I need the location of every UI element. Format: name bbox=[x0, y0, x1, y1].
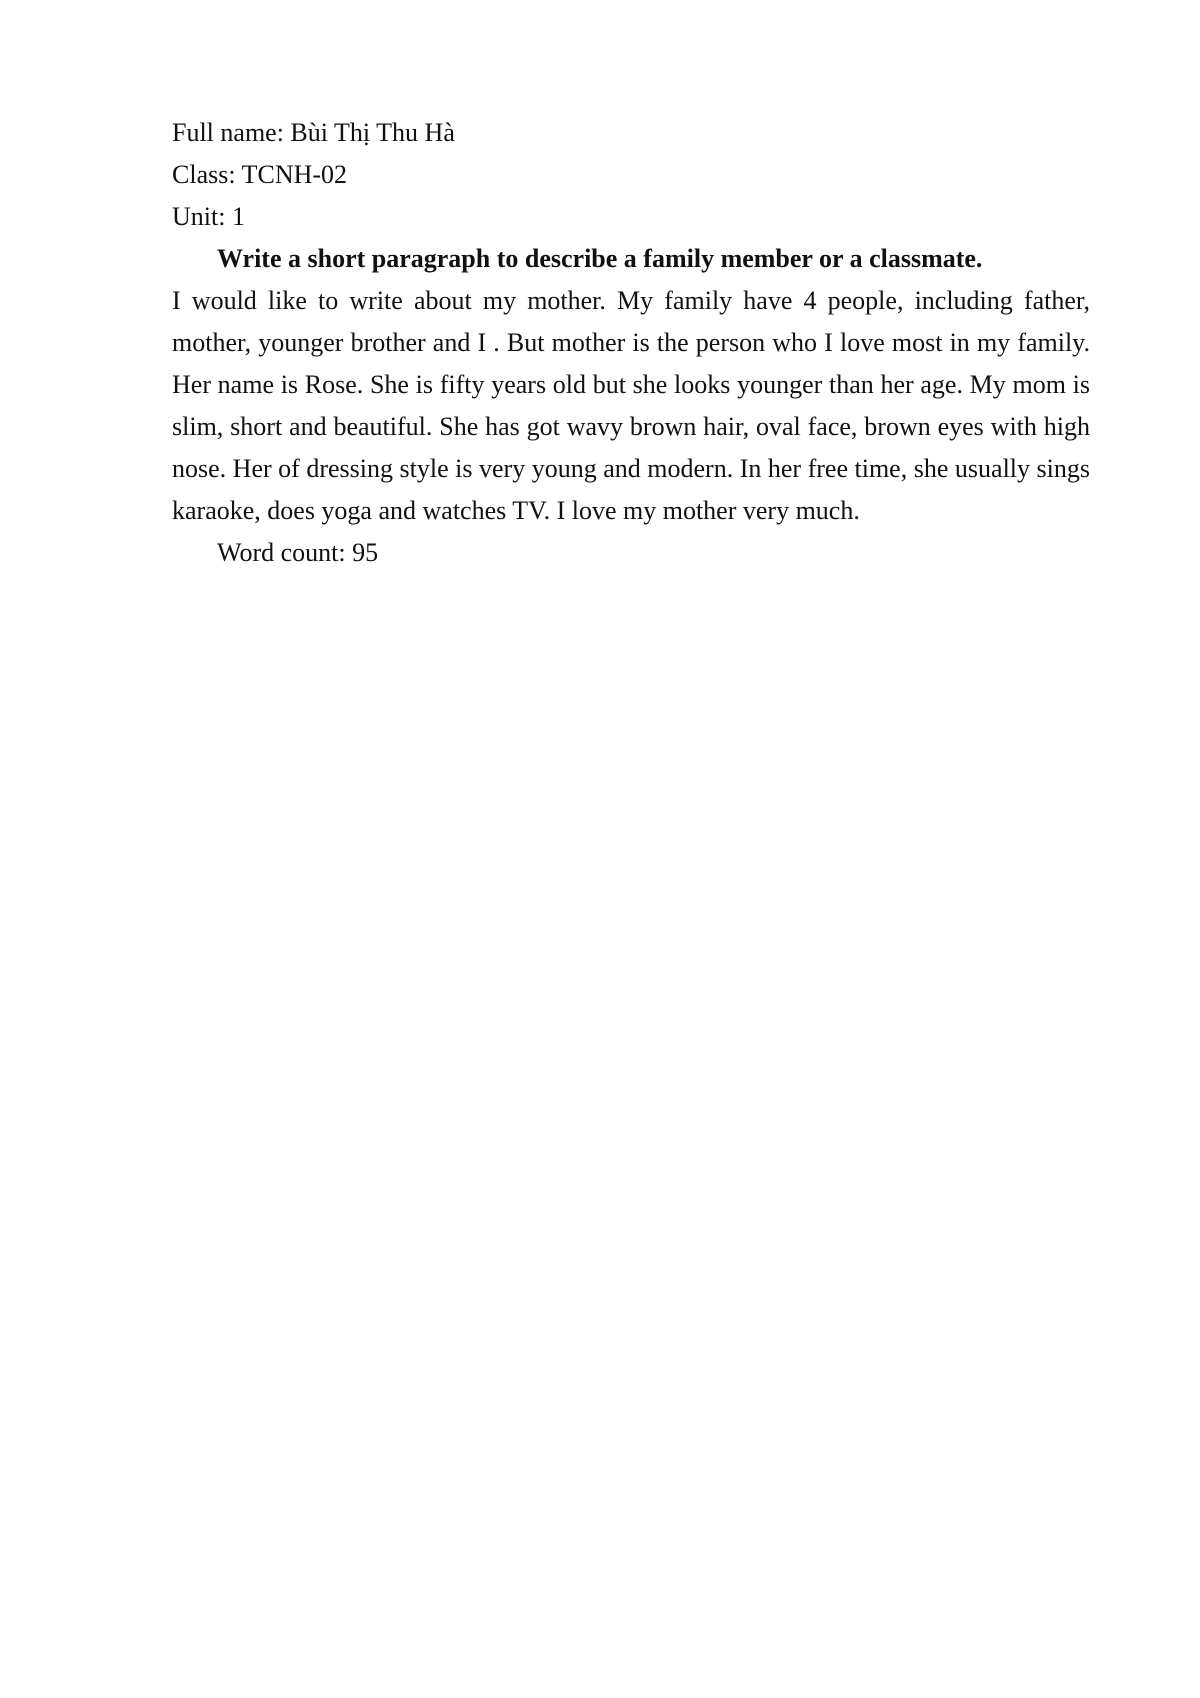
full-name-line: Full name: Bùi Thị Thu Hà bbox=[172, 118, 455, 147]
essay-paragraph: I would like to write about my mother. My family have 4 people, including father, mother, younger brother and I . But mother is the person who I love most in my family. Her name is Rose. She is fifty years old but she looks younger than her age. My mom is slim, short and beautiful. She has got wavy brown hair, oval face, brown eyes with high nose. Her of dressing style is very young and modern. In her free time, she usually sings karaoke, does yoga and watches TV. I love my mother very much. bbox=[172, 286, 1090, 525]
word-count: Word count: 95 bbox=[217, 538, 379, 567]
assignment-prompt: Write a short paragraph to describe a family member or a classmate. bbox=[217, 244, 983, 273]
document-content bbox=[172, 112, 1090, 574]
class-line: Class: TCNH-02 bbox=[172, 160, 348, 189]
unit-line: Unit: 1 bbox=[172, 202, 245, 231]
